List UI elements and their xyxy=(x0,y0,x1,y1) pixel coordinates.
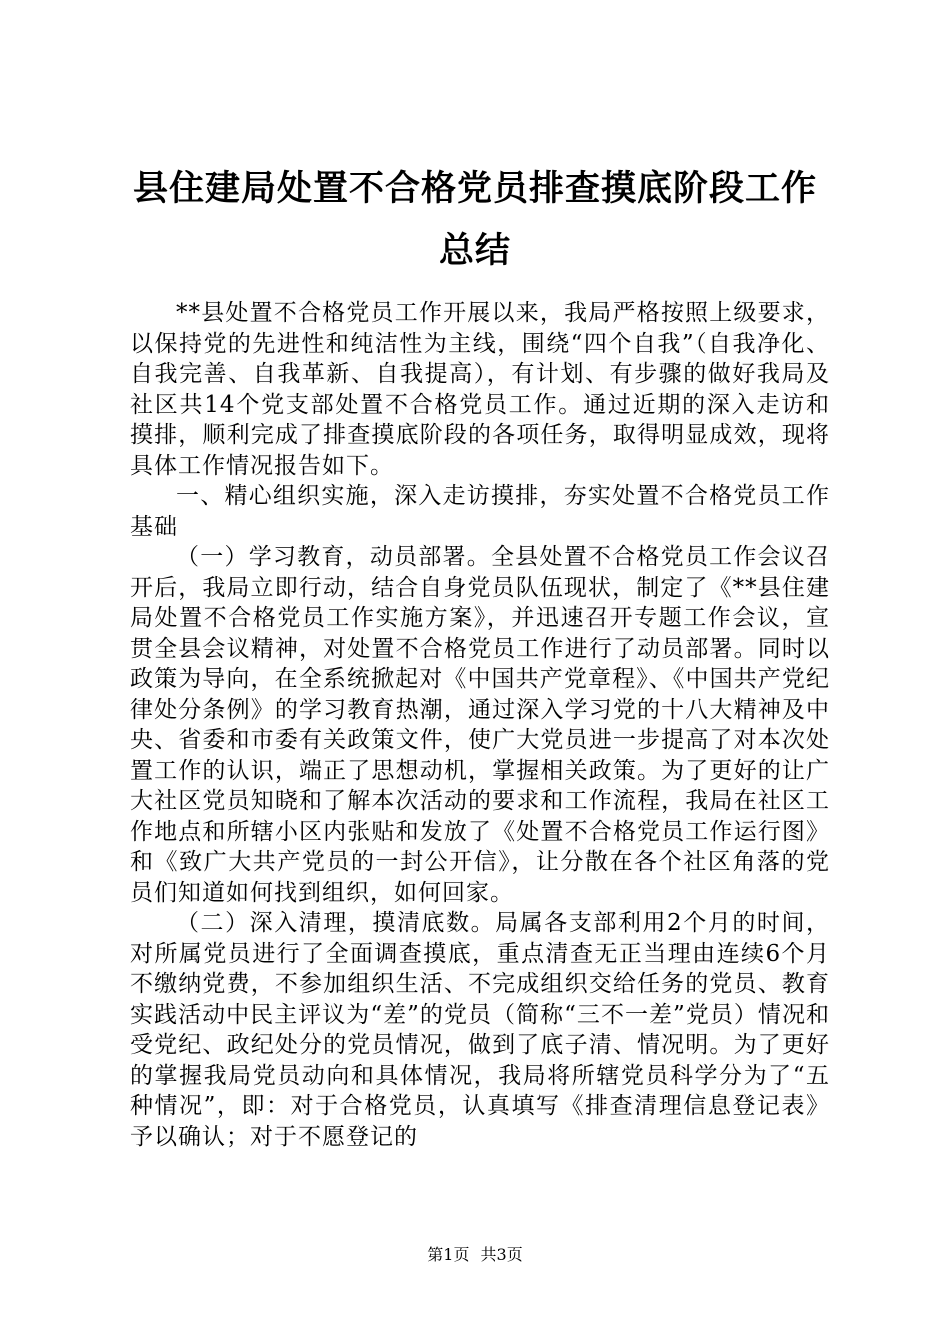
paragraph-clear-investigation: （二）深入清理，摸清底数。局属各支部利用2个月的时间，对所属党员进行了全面调查摸底，重点清查无正当理由连续6个月不缴纳党费，不参加组织生活、不完成组织交给任务的党员、教育实践活动中民主评议为“差”的党员（简称“三不一差”党员）情况和受党纪、政纪处分的党员情况，做到了底子清、情况明。为了更好的掌握我局党员动向和具体情况，我局将所辖党员科学分为了“五种情况”，即：对于合格党员，认真填写《排查清理信息登记表》予以确认；对于不愿登记的 xyxy=(130,910,830,1150)
page-footer xyxy=(0,1244,950,1266)
document-title: 县住建局处置不合格党员排查摸底阶段工作总结 xyxy=(132,168,817,271)
document-body xyxy=(130,298,830,1152)
paragraph-study-education: （一）学习教育，动员部署。全县处置不合格党员工作会议召开后，我局立即行动，结合自身党员队伍现状，制定了《**县住建局处置不合格党员工作实施方案》，并迅速召开专题工作会议，宣贯全县会议精神，对处置不合格党员工作进行了动员部署。同时以政策为导向，在全系统掀起对《中国共产党章程》、《中国共产党纪律处分条例》的学习教育热潮，通过深入学习党的十八大精神及中央、省委和市委有关政策文件，使广大党员进一步提高了对本次处置工作的认识，端正了思想动机，掌握相关政策。为了更好的让广大社区党员知晓和了解本次活动的要求和工作流程，我局在社区工作地点和所辖小区内张贴和发放了《处置不合格党员工作运行图》和《致广大共产党员的一封公开信》，让分散在各个社区角落的党员们知道如何找到组织，如何回家。 xyxy=(130,544,830,906)
page-total: 共3页 xyxy=(480,1245,523,1264)
page-number: 第1页 xyxy=(427,1245,470,1264)
paragraph-intro: **县处置不合格党员工作开展以来，我局严格按照上级要求，以保持党的先进性和纯洁性为主线，围绕“四个自我”（自我净化、自我完善、自我革新、自我提高），有计划、有步骤的做好我局及社区共14个党支部处置不合格党员工作。通过近期的深入走访和摸排，顺利完成了排查摸底阶段的各项任务，取得明显成效，现将具体工作情况报告如下。 xyxy=(130,300,830,479)
section-heading-1: 一、精心组织实施，深入走访摸排，夯实处置不合格党员工作基础 xyxy=(130,483,830,540)
